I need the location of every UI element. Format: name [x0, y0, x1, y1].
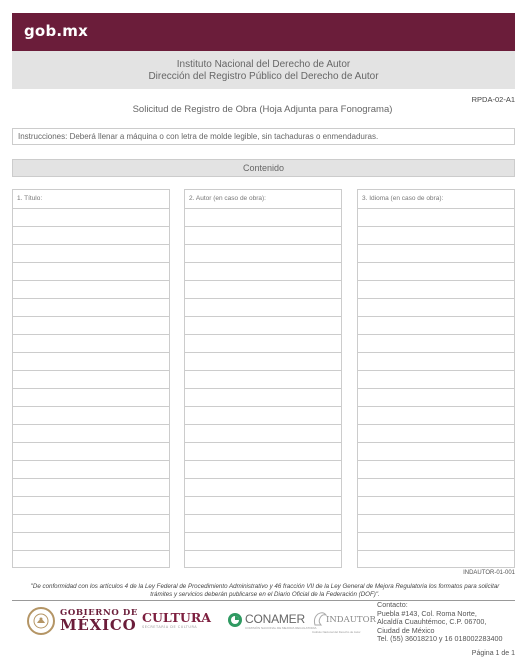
conamer-icon — [227, 612, 243, 628]
answer-row[interactable] — [358, 443, 514, 461]
form-title: Solicitud de Registro de Obra (Hoja Adjunta para Fonograma) — [132, 104, 393, 115]
answer-row[interactable] — [185, 407, 341, 425]
header-bar — [12, 13, 515, 51]
institute-department: Dirección del Registro Público del Derecho de Autor — [148, 71, 379, 82]
answer-row[interactable] — [185, 515, 341, 533]
answer-row[interactable] — [185, 335, 341, 353]
section-header-contenido: Contenido — [12, 159, 515, 177]
contact-title: Contacto: — [377, 600, 408, 609]
contact-phone: Tel. (55) 36018210 y 16 018002283400 — [377, 634, 503, 643]
answer-row[interactable] — [13, 281, 169, 299]
answer-row[interactable] — [185, 461, 341, 479]
mexico-seal-icon — [27, 607, 55, 635]
answer-row[interactable] — [358, 227, 514, 245]
answer-row[interactable] — [13, 551, 169, 569]
answer-row[interactable] — [185, 497, 341, 515]
answer-row[interactable] — [13, 425, 169, 443]
contact-address1: Puebla #143, Col. Roma Norte, — [377, 608, 477, 618]
column-header-autor: 2. Autor (en caso de obra): — [185, 190, 341, 209]
answer-row[interactable] — [13, 335, 169, 353]
indautor-logo — [312, 610, 376, 634]
answer-row[interactable] — [13, 407, 169, 425]
column-idioma — [357, 189, 515, 568]
answer-row[interactable] — [358, 371, 514, 389]
column-titulo — [12, 189, 170, 568]
answer-row[interactable] — [358, 407, 514, 425]
answer-row[interactable] — [185, 533, 341, 551]
contact-address2: Alcaldía Cuauhtémoc, C.P. 06700, — [377, 617, 487, 626]
cultura-text: CULTURA — [142, 610, 211, 625]
answer-row[interactable] — [13, 389, 169, 407]
answer-row[interactable] — [13, 461, 169, 479]
answer-row[interactable] — [185, 281, 341, 299]
cultura-subtext: SECRETARÍA DE CULTURA — [142, 625, 198, 629]
instructions-box: Instrucciones: Deberá llenar a máquina o con letra de molde legible, sin tachaduras o enmendaduras. — [12, 128, 515, 145]
answer-row[interactable] — [13, 317, 169, 335]
answer-row[interactable] — [185, 263, 341, 281]
answer-row[interactable] — [358, 515, 514, 533]
answer-row[interactable] — [358, 353, 514, 371]
answer-row[interactable] — [13, 299, 169, 317]
answer-row[interactable] — [358, 245, 514, 263]
answer-row[interactable] — [13, 515, 169, 533]
column-autor — [184, 189, 342, 568]
column-header-idioma: 3. Idioma (en caso de obra): — [358, 190, 514, 209]
answer-row[interactable] — [358, 281, 514, 299]
indautor-subtext: Instituto Nacional del Derecho de Autor — [312, 630, 361, 634]
answer-row[interactable] — [358, 461, 514, 479]
gobierno-line1: GOBIERNO DE — [60, 608, 138, 618]
answer-row[interactable] — [13, 209, 169, 227]
conamer-logo — [227, 612, 317, 633]
answer-row[interactable] — [185, 389, 341, 407]
answer-row[interactable] — [13, 479, 169, 497]
gobierno-line2: MÉXICO — [60, 616, 137, 634]
conamer-text: CONAMER — [245, 612, 305, 626]
answer-row[interactable] — [13, 263, 169, 281]
answer-row[interactable] — [185, 443, 341, 461]
cultura-logo — [142, 610, 211, 629]
answer-row[interactable] — [185, 299, 341, 317]
column-header-titulo: 1. Título: — [13, 190, 169, 209]
form-code: RPDA-02-A1 — [471, 95, 515, 104]
institute-banner — [12, 51, 515, 89]
answer-row[interactable] — [358, 551, 514, 569]
institute-name: Instituto Nacional del Derecho de Autor — [176, 59, 351, 70]
answer-row[interactable] — [185, 371, 341, 389]
answer-row[interactable] — [358, 479, 514, 497]
answer-row[interactable] — [185, 209, 341, 227]
answer-row[interactable] — [358, 317, 514, 335]
answer-row[interactable] — [358, 299, 514, 317]
answer-row[interactable] — [13, 353, 169, 371]
answer-row[interactable] — [185, 353, 341, 371]
page-number: Página 1 de 1 — [471, 650, 515, 657]
gobierno-de-mexico-logo — [60, 608, 138, 633]
gob-mx-logo[interactable]: gob.mx — [24, 22, 88, 40]
answer-row[interactable] — [185, 245, 341, 263]
answer-row[interactable] — [13, 371, 169, 389]
answer-row[interactable] — [358, 425, 514, 443]
answer-row[interactable] — [358, 389, 514, 407]
answer-row[interactable] — [185, 227, 341, 245]
answer-row[interactable] — [185, 479, 341, 497]
answer-row[interactable] — [185, 317, 341, 335]
footer-form-code: INDAUTOR-01-001 — [463, 570, 515, 576]
contact-block — [377, 601, 503, 644]
answer-row[interactable] — [13, 227, 169, 245]
answer-row[interactable] — [358, 533, 514, 551]
conamer-subtext: COMISIÓN NACIONAL DE MEJORA REGULATORIA — [245, 626, 317, 630]
answer-row[interactable] — [358, 209, 514, 227]
indautor-text: INDAUTOR — [326, 615, 376, 625]
answer-row[interactable] — [358, 497, 514, 515]
answer-row[interactable] — [13, 533, 169, 551]
answer-row[interactable] — [185, 425, 341, 443]
answer-row[interactable] — [185, 551, 341, 569]
answer-row[interactable] — [13, 443, 169, 461]
answer-row[interactable] — [13, 497, 169, 515]
legal-note: "De conformidad con los artículos 4 de la Ley Federal de Procedimiento Administrativo y 46 fracción VII de la Ley General de Mejora Regulatoria los formatos para solicitar trámites y servicios deberán publicarse en el Diario Oficial de la Federación (DOF)". — [30, 583, 500, 598]
answer-row[interactable] — [358, 263, 514, 281]
answer-row[interactable] — [358, 335, 514, 353]
answer-row[interactable] — [13, 245, 169, 263]
contact-city: Ciudad de México — [377, 625, 435, 635]
